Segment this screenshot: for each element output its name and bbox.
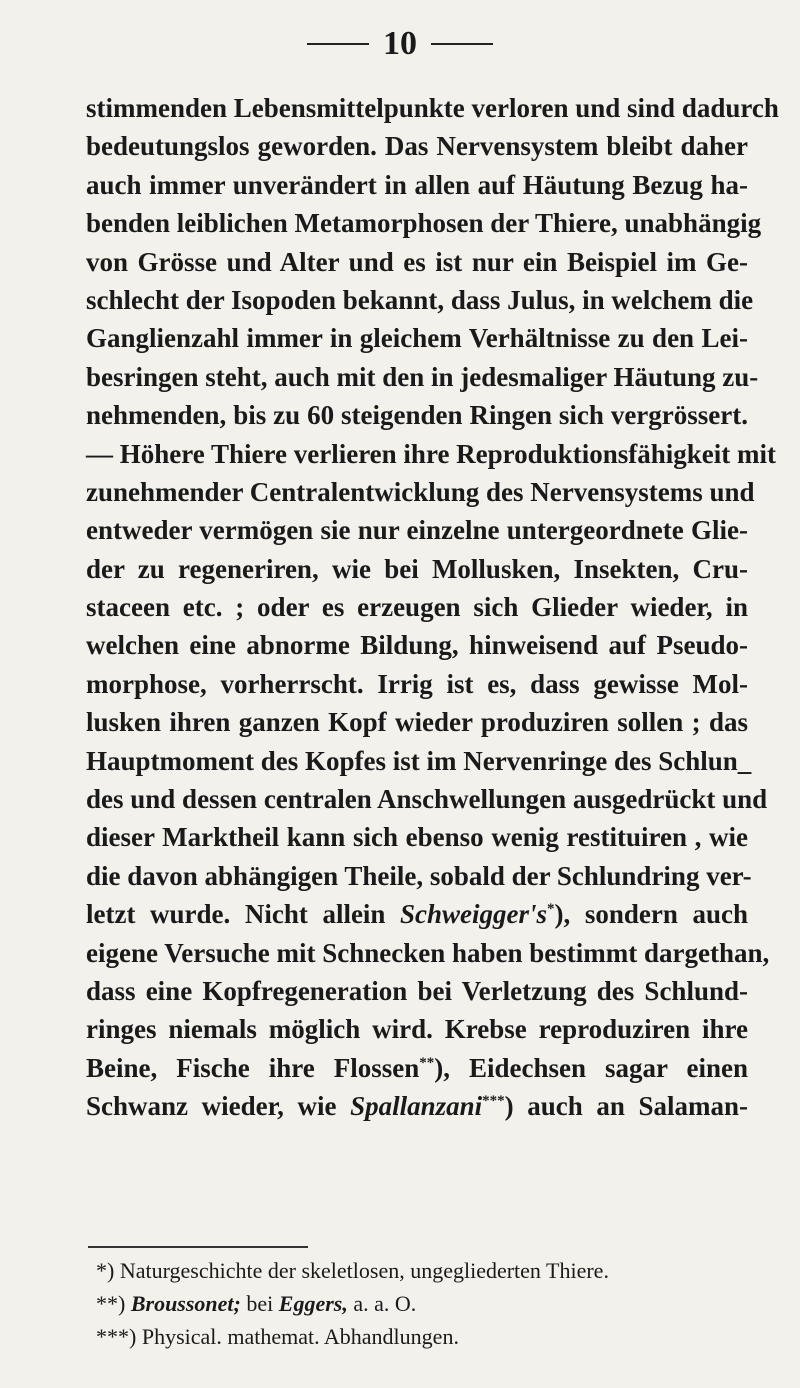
text-line: Ganglienzahl immer in gleichem Verhältnisse zu den Lei- [86, 323, 748, 354]
header-rule-right [431, 43, 493, 45]
footnote-2-author: Broussonet; [130, 1291, 241, 1316]
text-line: die davon abhängigen Theile, sobald der Schlundring ver- [86, 860, 752, 891]
footnote-1-text: Naturgeschichte der skeletlosen, ungegliederten Thiere. [119, 1258, 609, 1283]
footnote-3 [96, 1320, 736, 1353]
page-header [0, 22, 800, 64]
text-line: — Höhere Thiere verlieren ihre Reproduktionsfähigkeit mit [86, 438, 776, 469]
text-line: zunehmender Centralentwicklung des Nervensystems und [86, 476, 755, 507]
text-line: besringen steht, auch mit den in jedesmaliger Häutung zu- [86, 361, 759, 392]
text-line: nehmenden, bis zu 60 steigenden Ringen sich vergrössert. [86, 400, 748, 431]
line-27-after: ) auch an Salaman- [504, 1091, 748, 1122]
footnote-2-author-2: Eggers, [278, 1291, 348, 1316]
text-line-citation [86, 1049, 748, 1087]
text-line: morphose, vorherrscht. Irrig ist es, dass gewisse Mol- [86, 668, 748, 699]
text-line: dieser Marktheil kann sich ebenso wenig restituiren , wie [86, 822, 748, 853]
text-line: von Grösse und Alter und es ist nur ein Beispiel im Ge- [86, 246, 748, 277]
footnote-2-mark: **) [96, 1291, 126, 1316]
header-rule-left [307, 43, 369, 45]
text-line: dass eine Kopfregeneration bei Verletzung des Schlund- [86, 975, 748, 1006]
line-26-before: Beine, Fische ihre Flossen [86, 1052, 420, 1083]
text-line: benden leiblichen Metamorphosen der Thiere, unabhängig [86, 208, 762, 239]
page-number: 10 [383, 25, 417, 63]
footnote-3-text: Physical. mathemat. Abhandlungen. [141, 1324, 459, 1349]
text-line: schlecht der Isopoden bekannt, dass Julus, in welchem die [86, 284, 754, 315]
text-line: staceen etc. ; oder es erzeugen sich Glieder wieder, in [86, 592, 748, 623]
footnote-divider [88, 1246, 308, 1248]
footnote-2-mid: bei [240, 1291, 279, 1316]
footnotes [96, 1254, 736, 1353]
footnote-ref-3: *** [482, 1093, 505, 1110]
text-line: auch immer unverändert in allen auf Häutung Bezug ha- [86, 169, 748, 200]
text-line: ringes niemals möglich wird. Krebse reproduziren ihre [86, 1014, 748, 1045]
line-22-before: letzt wurde. Nicht allein [86, 899, 401, 930]
text-line: Hauptmoment des Kopfes ist im Nervenringe des Schlun_ [86, 745, 752, 776]
footnote-2 [96, 1287, 736, 1320]
footnote-1 [96, 1254, 736, 1287]
footnote-ref-2: ** [419, 1054, 435, 1071]
text-line: entweder vermögen sie nur einzelne untergeordnete Glie- [86, 515, 748, 546]
line-26-after: ), Eidechsen sagar einen [434, 1052, 748, 1083]
author-name-schweigger: Schweigger's [400, 899, 548, 930]
footnote-ref-1: * [547, 901, 555, 918]
line-22-after: ), sondern auch [554, 899, 748, 930]
text-line: stimmenden Lebensmittelpunkte verloren und sind dadurch [86, 93, 779, 123]
text-line: welchen eine abnorme Bildung, hinweisend auf Pseudo- [86, 630, 748, 661]
author-name-spallanzani: Spallanzani [350, 1091, 483, 1122]
text-line: der zu regeneriren, wie bei Mollusken, Insekten, Cru- [86, 553, 748, 584]
footnote-3-mark: ***) [96, 1324, 137, 1349]
text-line-citation [86, 895, 748, 933]
body-text [86, 89, 779, 1126]
text-line-citation [86, 1087, 748, 1125]
text-line: eigene Versuche mit Schnecken haben bestimmt dargethan, [86, 937, 770, 968]
text-line: lusken ihren ganzen Kopf wieder produziren sollen ; das [86, 707, 748, 738]
line-27-before: Schwanz wieder, wie [86, 1091, 351, 1122]
text-line: des und dessen centralen Anschwellungen ausgedrückt und [86, 784, 768, 815]
text-line: bedeutungslos geworden. Das Nervensystem bleibt daher [86, 131, 748, 162]
footnote-1-mark: *) [96, 1258, 115, 1283]
footnote-2-rest: a. a. O. [347, 1291, 417, 1316]
